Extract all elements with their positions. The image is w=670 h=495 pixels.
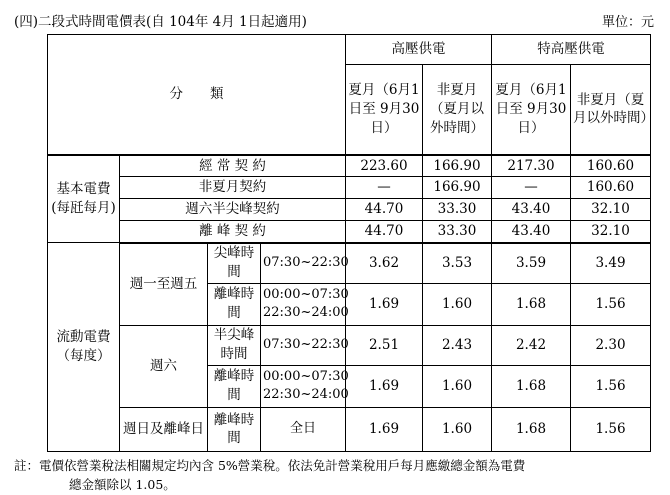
time-range: 07:30~22:30: [261, 325, 346, 365]
period-label: 離峰時間: [208, 365, 261, 407]
basic-value: —: [492, 177, 571, 199]
summer-hv-header: 夏月（6月1日至 9月30日）: [346, 65, 423, 155]
basic-value: 166.90: [423, 177, 492, 199]
footnote: [14, 456, 659, 495]
footnote-line-1: 註：電價依營業稅法相關規定均內含 5%營業稅。依法免計營業稅用戶每月應繳總金額為電費: [14, 458, 526, 473]
basic-value: —: [346, 177, 423, 199]
flow-value: 1.56: [571, 365, 651, 407]
summer-ehv-header: 夏月（6月1日至 9月30日）: [492, 65, 571, 155]
basic-value: 44.70: [346, 221, 423, 243]
time-range: 00:00~07:30 22:30~24:00: [261, 365, 346, 407]
flow-value: 2.51: [346, 325, 423, 365]
flow-value: 2.30: [571, 325, 651, 365]
flow-value: 1.69: [346, 283, 423, 325]
period-label: 離峰時間: [208, 407, 261, 451]
weekday-label: 週一至週五: [120, 243, 208, 325]
flow-value: 2.43: [423, 325, 492, 365]
sunday-label: 週日及離峰日: [120, 407, 208, 451]
high-voltage-header: 高壓供電: [346, 35, 492, 65]
basic-value: 44.70: [346, 199, 423, 221]
footnote-line-2: 總金額除以 1.05。: [69, 477, 176, 493]
basic-row-name: 經 常 契 約: [120, 155, 346, 177]
flow-value: 1.69: [346, 407, 423, 451]
flow-value: 1.68: [492, 365, 571, 407]
flow-value: 3.59: [492, 243, 571, 283]
period-label: 半尖峰時間: [208, 325, 261, 365]
period-label: 離峰時間: [208, 283, 261, 325]
basic-row-name: 週六半尖峰契約: [120, 199, 346, 221]
flow-value: 3.62: [346, 243, 423, 283]
basic-value: 32.10: [571, 221, 651, 243]
saturday-label: 週六: [120, 325, 208, 407]
flow-value: 1.56: [571, 283, 651, 325]
basic-value: 43.40: [492, 199, 571, 221]
basic-value: 223.60: [346, 155, 423, 177]
basic-value: 33.30: [423, 221, 492, 243]
flow-value: 1.60: [423, 407, 492, 451]
flow-value: 1.68: [492, 407, 571, 451]
flow-charge-label: 流動電費（每度）: [48, 243, 120, 452]
nonsummer-ehv-header: 非夏月（夏月以外時間）: [571, 65, 651, 155]
time-range: 全日: [261, 407, 346, 451]
flow-value: 2.42: [492, 325, 571, 365]
flow-value: 1.68: [492, 283, 571, 325]
basic-value: 160.60: [571, 177, 651, 199]
table-title: (四)二段式時間電價表(自 104年 4月 1日起適用): [14, 14, 307, 30]
flow-value: 3.53: [423, 243, 492, 283]
basic-charge-label: 基本電費(每瓩每月): [48, 155, 120, 243]
basic-value: 33.30: [423, 199, 492, 221]
extra-high-voltage-header: 特高壓供電: [492, 35, 651, 65]
basic-value: 160.60: [571, 155, 651, 177]
flow-value: 1.69: [346, 365, 423, 407]
unit-label: 單位：元: [601, 15, 654, 30]
rate-table: [47, 34, 654, 452]
time-range: 00:00~07:30 22:30~24:00: [261, 283, 346, 325]
category-header: 分 類: [48, 35, 346, 155]
flow-value: 1.60: [423, 365, 492, 407]
basic-value: 217.30: [492, 155, 571, 177]
flow-value: 1.60: [423, 283, 492, 325]
flow-value: 1.56: [571, 407, 651, 451]
period-label: 尖峰時間: [208, 243, 261, 283]
basic-row-name: 離 峰 契 約: [120, 221, 346, 243]
basic-value: 43.40: [492, 221, 571, 243]
time-range: 07:30~22:30: [261, 243, 346, 283]
nonsummer-hv-header: 非夏月（夏月以外時間）: [423, 65, 492, 155]
basic-value: 32.10: [571, 199, 651, 221]
basic-row-name: 非夏月契約: [120, 177, 346, 199]
basic-value: 166.90: [423, 155, 492, 177]
flow-value: 3.49: [571, 243, 651, 283]
